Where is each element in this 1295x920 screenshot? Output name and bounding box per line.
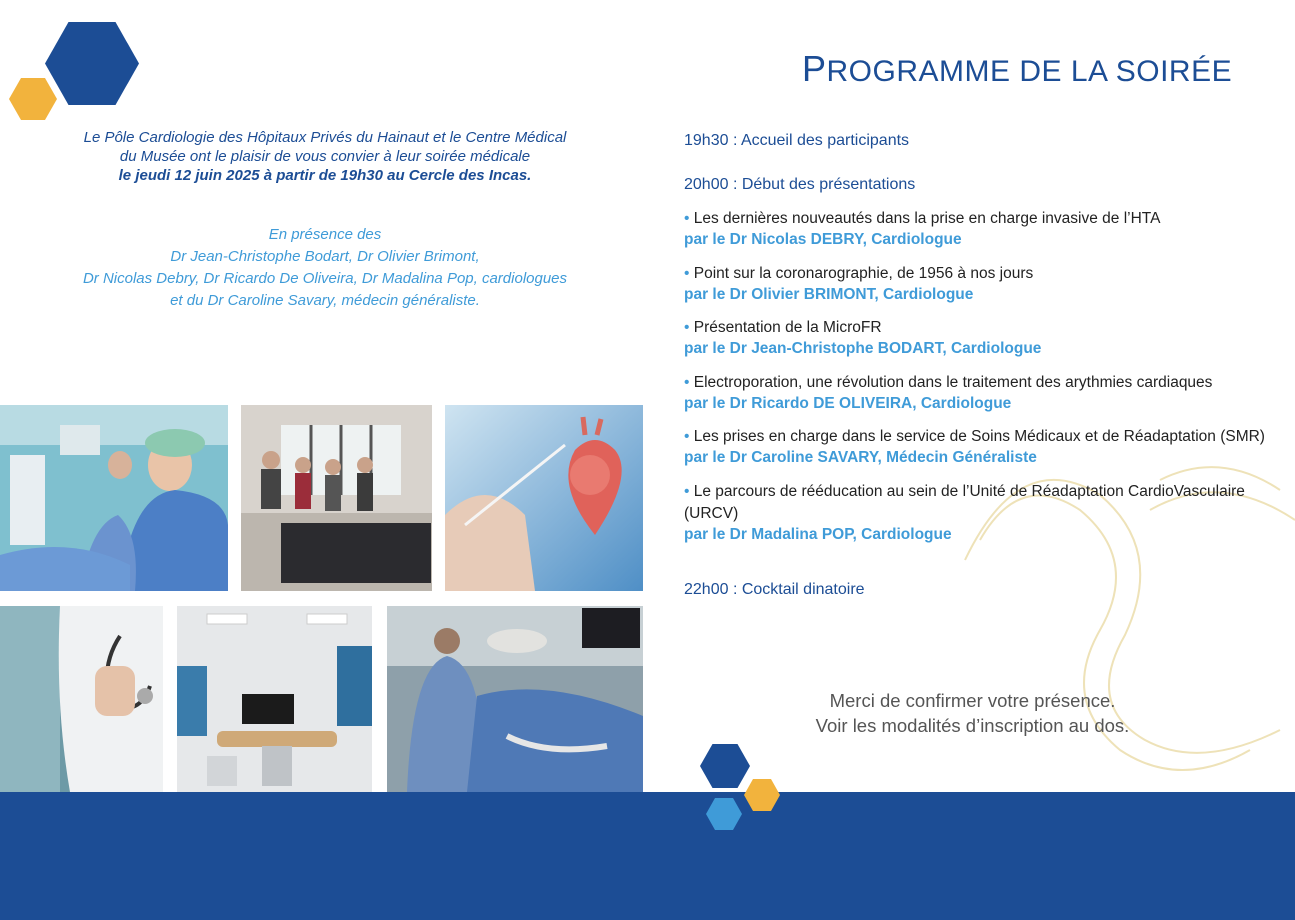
talk-speaker: par le Dr Nicolas DEBRY, Cardiologue	[684, 231, 962, 248]
bullet-icon: •	[684, 374, 690, 391]
talk-6	[684, 481, 1274, 545]
hexagon-cluster-navy	[700, 744, 750, 788]
presence-block	[40, 224, 610, 312]
talk-topic: Présentation de la MicroFR	[693, 319, 882, 336]
talk-topic: Point sur la coronarographie, de 1956 à nos jours	[693, 265, 1034, 282]
photo-cardiologist-procedure	[387, 606, 643, 792]
photo-heart-illustration	[445, 405, 643, 591]
talk-topic: Electroporation, une révolution dans le traitement des arythmies cardiaques	[693, 374, 1213, 391]
talk-1	[684, 208, 1274, 250]
photo-surgeons-cathlab	[0, 405, 228, 591]
talk-speaker: par le Dr Olivier BRIMONT, Cardiologue	[684, 286, 974, 303]
bullet-icon: •	[684, 483, 690, 500]
talk-3	[684, 317, 1274, 359]
invitation-line-2: du Musée ont le plaisir de vous convier à leur soirée médicale	[119, 148, 531, 165]
talk-speaker: par le Dr Madalina POP, Cardiologue	[684, 526, 952, 543]
talk-5	[684, 426, 1274, 468]
bullet-icon: •	[684, 319, 690, 336]
invitation-date-line: le jeudi 12 juin 2025 à partir de 19h30 au Cercle des Incas.	[118, 167, 532, 184]
bullet-icon: •	[684, 428, 690, 445]
footer-band	[0, 792, 1295, 920]
program-title	[802, 48, 1232, 90]
bullet-icon: •	[684, 265, 690, 282]
talk-4	[684, 372, 1274, 414]
photo-rehab-treadmills	[241, 405, 432, 591]
program-welcome: 19h30 : Accueil des participants	[684, 132, 910, 149]
presence-line-1: En présence des	[268, 226, 382, 243]
rsvp-note	[700, 688, 1245, 738]
talk-speaker: par le Dr Jean-Christophe BODART, Cardiologue	[684, 340, 1042, 357]
presence-line-2: Dr Jean-Christophe Bodart, Dr Olivier Brimont,	[170, 248, 480, 265]
talk-speaker: par le Dr Caroline SAVARY, Médecin Généraliste	[684, 449, 1037, 466]
invitation-text	[40, 128, 610, 185]
program-title-rest: ROGRAMME DE LA SOIRÉE	[826, 55, 1233, 88]
hexagon-logo-small	[9, 78, 57, 120]
photo-cathlab-room	[177, 606, 372, 792]
photo-doctor-stethoscope	[0, 606, 163, 792]
program-cocktail: 22h00 : Cocktail dinatoire	[684, 581, 865, 598]
program-start: 20h00 : Début des présentations	[684, 176, 916, 193]
talk-topic: Les dernières nouveautés dans la prise en charge invasive de l’HTA	[693, 210, 1161, 227]
talk-topic: Les prises en charge dans le service de Soins Médicaux et de Réadaptation (SMR)	[693, 428, 1265, 445]
invitation-line-1: Le Pôle Cardiologie des Hôpitaux Privés du Hainaut et le Centre Médical	[83, 129, 567, 146]
rsvp-line-2: Voir les modalités d’inscription au dos.	[815, 715, 1130, 736]
talk-2	[684, 263, 1274, 305]
program-title-initial: P	[802, 48, 827, 89]
rsvp-line-1: Merci de confirmer votre présence.	[829, 690, 1116, 711]
talk-topic: Le parcours de rééducation au sein de l’Unité de Réadaptation CardioVasculaire (URCV)	[684, 483, 1245, 522]
bullet-icon: •	[684, 210, 690, 227]
hexagon-logo-large	[45, 22, 139, 105]
talk-speaker: par le Dr Ricardo DE OLIVEIRA, Cardiologue	[684, 395, 1012, 412]
presence-line-3: Dr Nicolas Debry, Dr Ricardo De Oliveira, Dr Madalina Pop, cardiologues	[82, 270, 568, 287]
presence-line-4: et du Dr Caroline Savary, médecin généraliste.	[170, 292, 480, 309]
